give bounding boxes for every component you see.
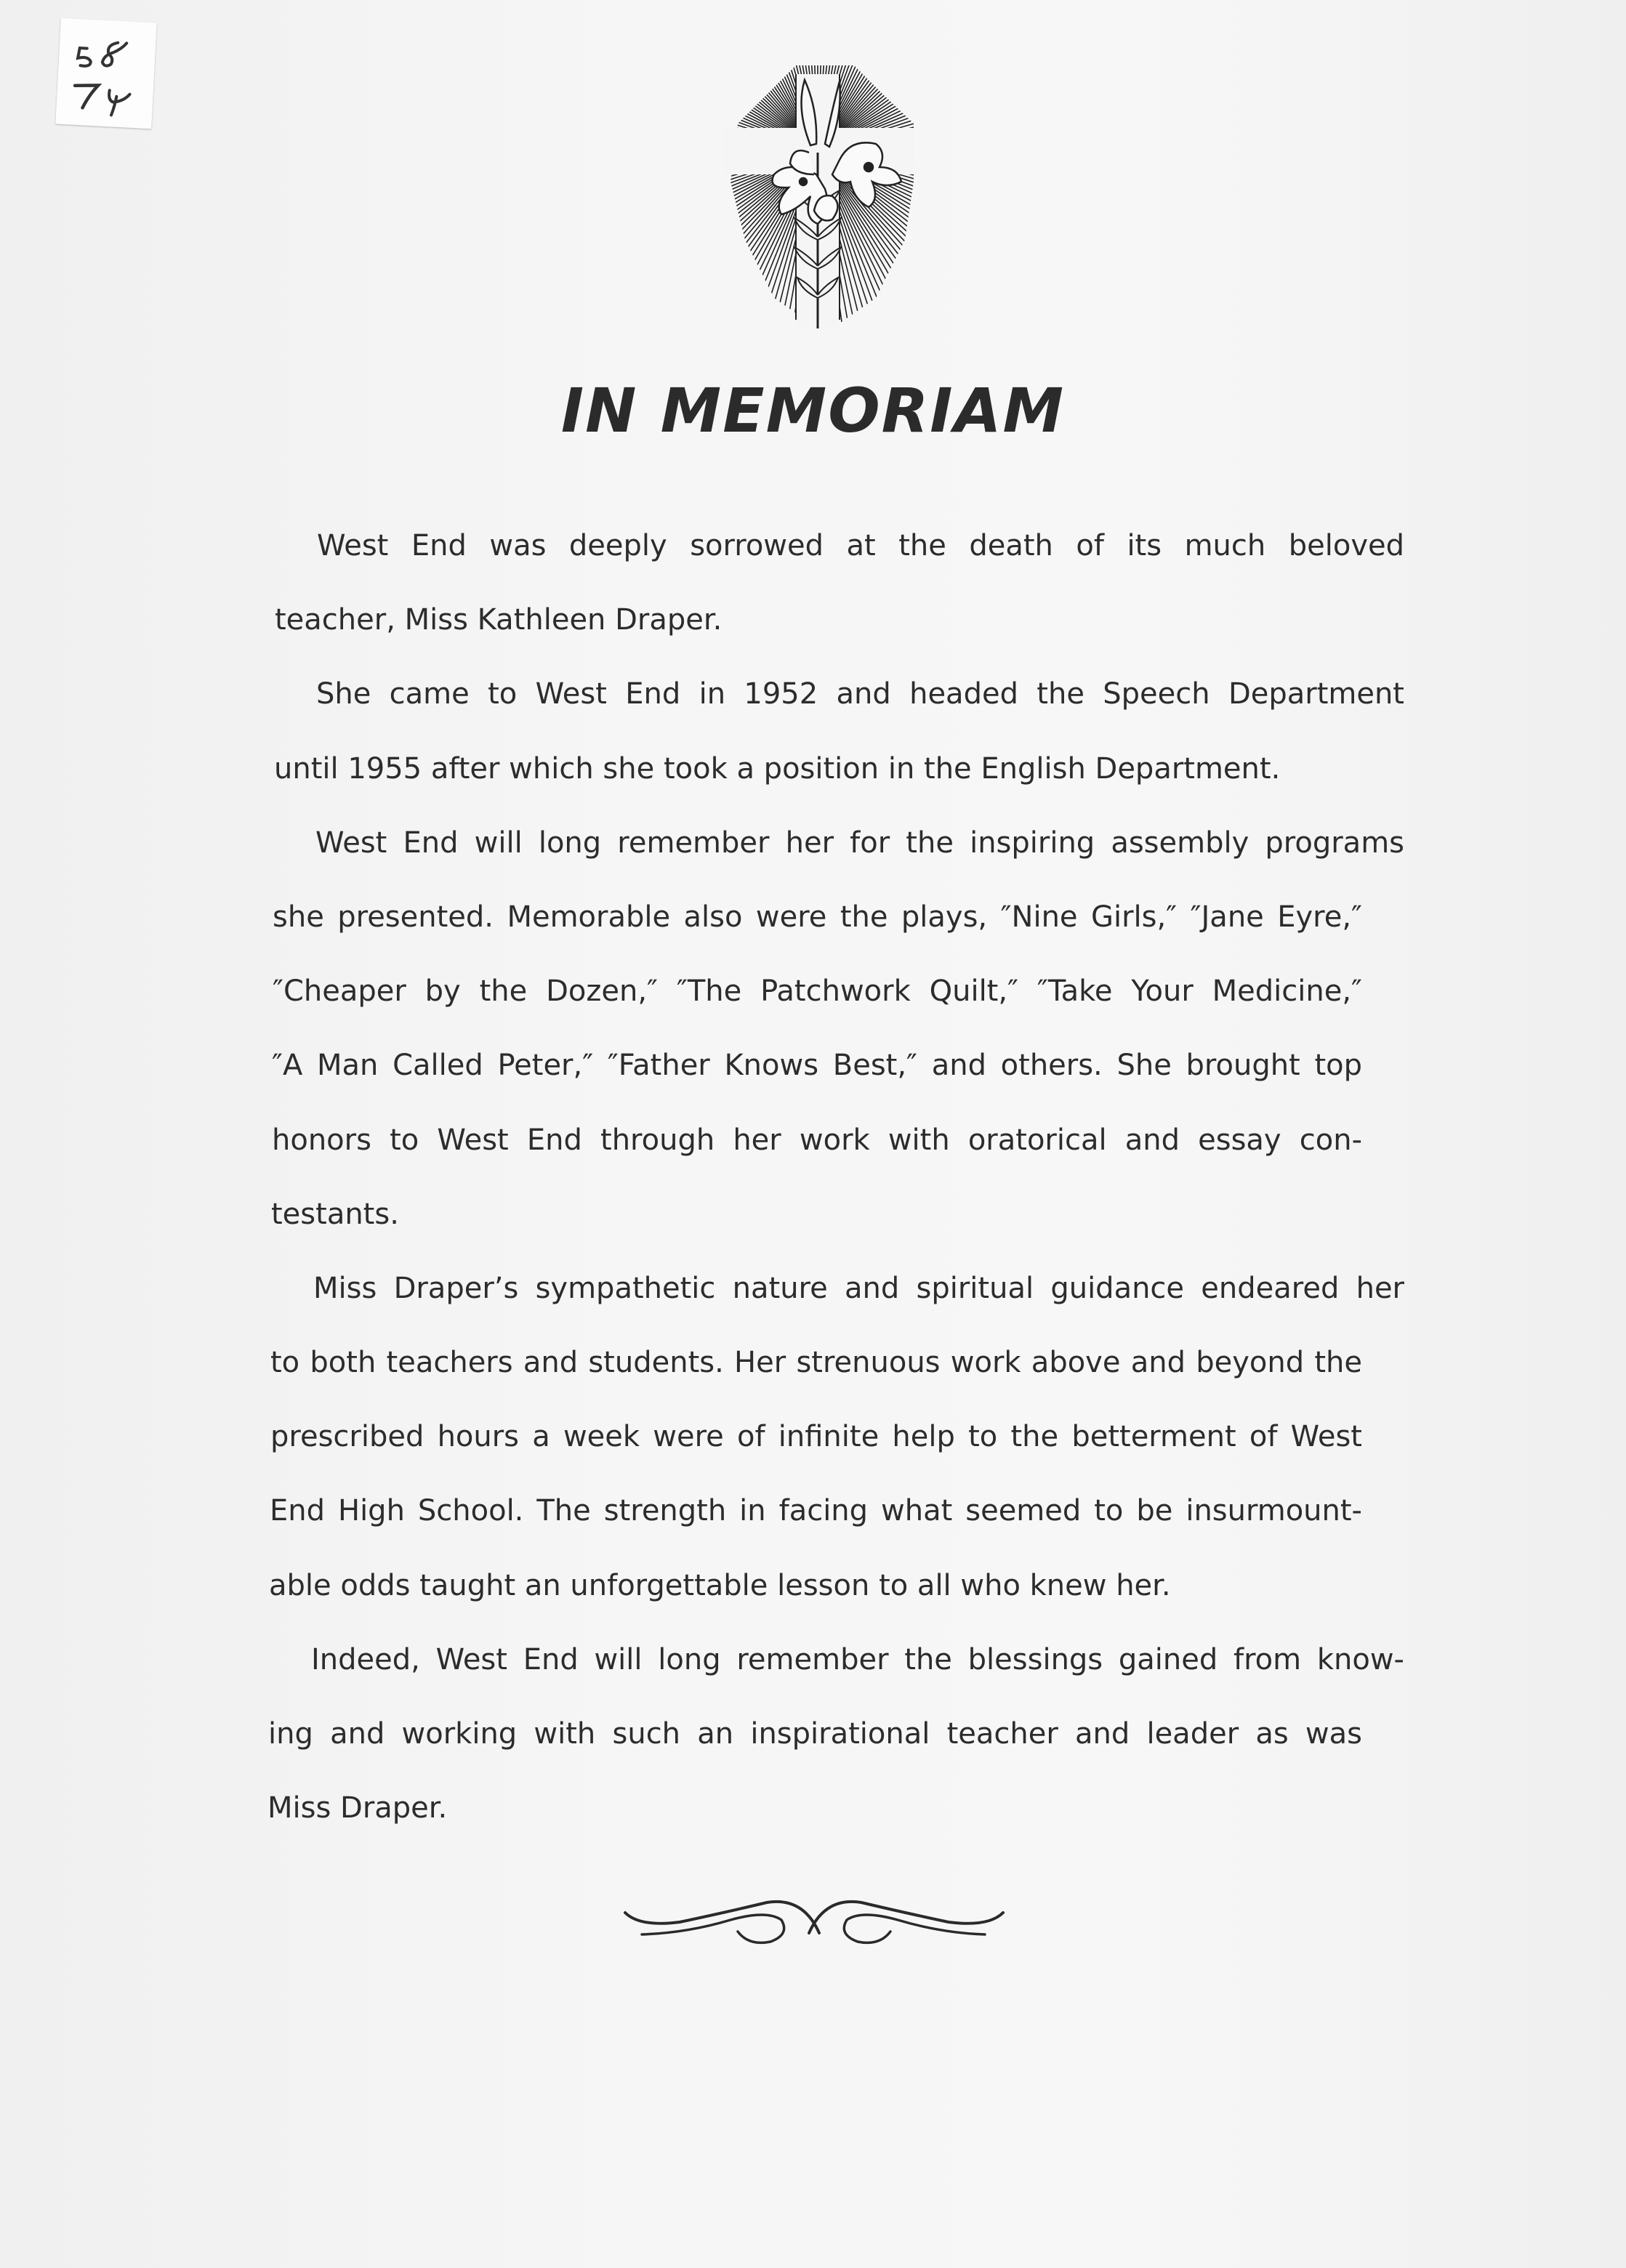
text-line: ing and working with such an inspirational teacher and leader as was [268, 1717, 1362, 1751]
text-line: She came to West End in 1952 and headed the Speech Department [316, 677, 1404, 711]
text-line: until 1955 after which she took a position in the English Department. [274, 751, 1281, 786]
page-title: IN MEMORIAM [560, 375, 1066, 446]
flourish-divider-icon [621, 1882, 1007, 1955]
text-line: End High School. The strength in facing what seemed to be insurmount- [270, 1494, 1362, 1528]
cross-with-lilies-icon [723, 65, 927, 331]
text-line: ″Cheaper by the Dozen,″ ″The Patchwork Quilt,″ ″Take Your Medicine,″ [273, 974, 1362, 1009]
text-line: ″A Man Called Peter,″ ″Father Knows Best,″ and others. She brought top [272, 1049, 1362, 1083]
text-line: she presented. Memorable also were the plays, ″Nine Girls,″ ″Jane Eyre,″ [273, 900, 1362, 934]
text-line: Miss Draper. [267, 1791, 448, 1825]
text-line: Indeed, West End will long remember the blessings gained from know- [311, 1642, 1404, 1676]
text-line: honors to West End through her work with oratorical and essay con- [272, 1123, 1362, 1157]
text-line: able odds taught an unforgettable lesson to all who knew her. [269, 1568, 1171, 1602]
text-line: prescribed hours a week were of infinite help to the betterment of West [270, 1420, 1362, 1454]
text-line: West End was deeply sorrowed at the death of its much beloved [317, 529, 1404, 562]
text-line: West End will long remember her for the inspiring assembly programs [315, 826, 1404, 860]
text-line: testants. [271, 1197, 399, 1231]
memorial-text [267, 509, 1404, 1845]
text-line: to both teachers and students. Her strenuous work above and beyond the [270, 1346, 1362, 1380]
text-line: teacher, Miss Kathleen Draper. [275, 603, 723, 637]
handwritten-note [55, 18, 156, 129]
text-line: Miss Draper’s sympathetic nature and spiritual guidance endeared her [313, 1271, 1404, 1305]
handwritten-numbers-icon [55, 18, 156, 129]
ray-line [841, 65, 927, 133]
ray-line [723, 170, 795, 301]
